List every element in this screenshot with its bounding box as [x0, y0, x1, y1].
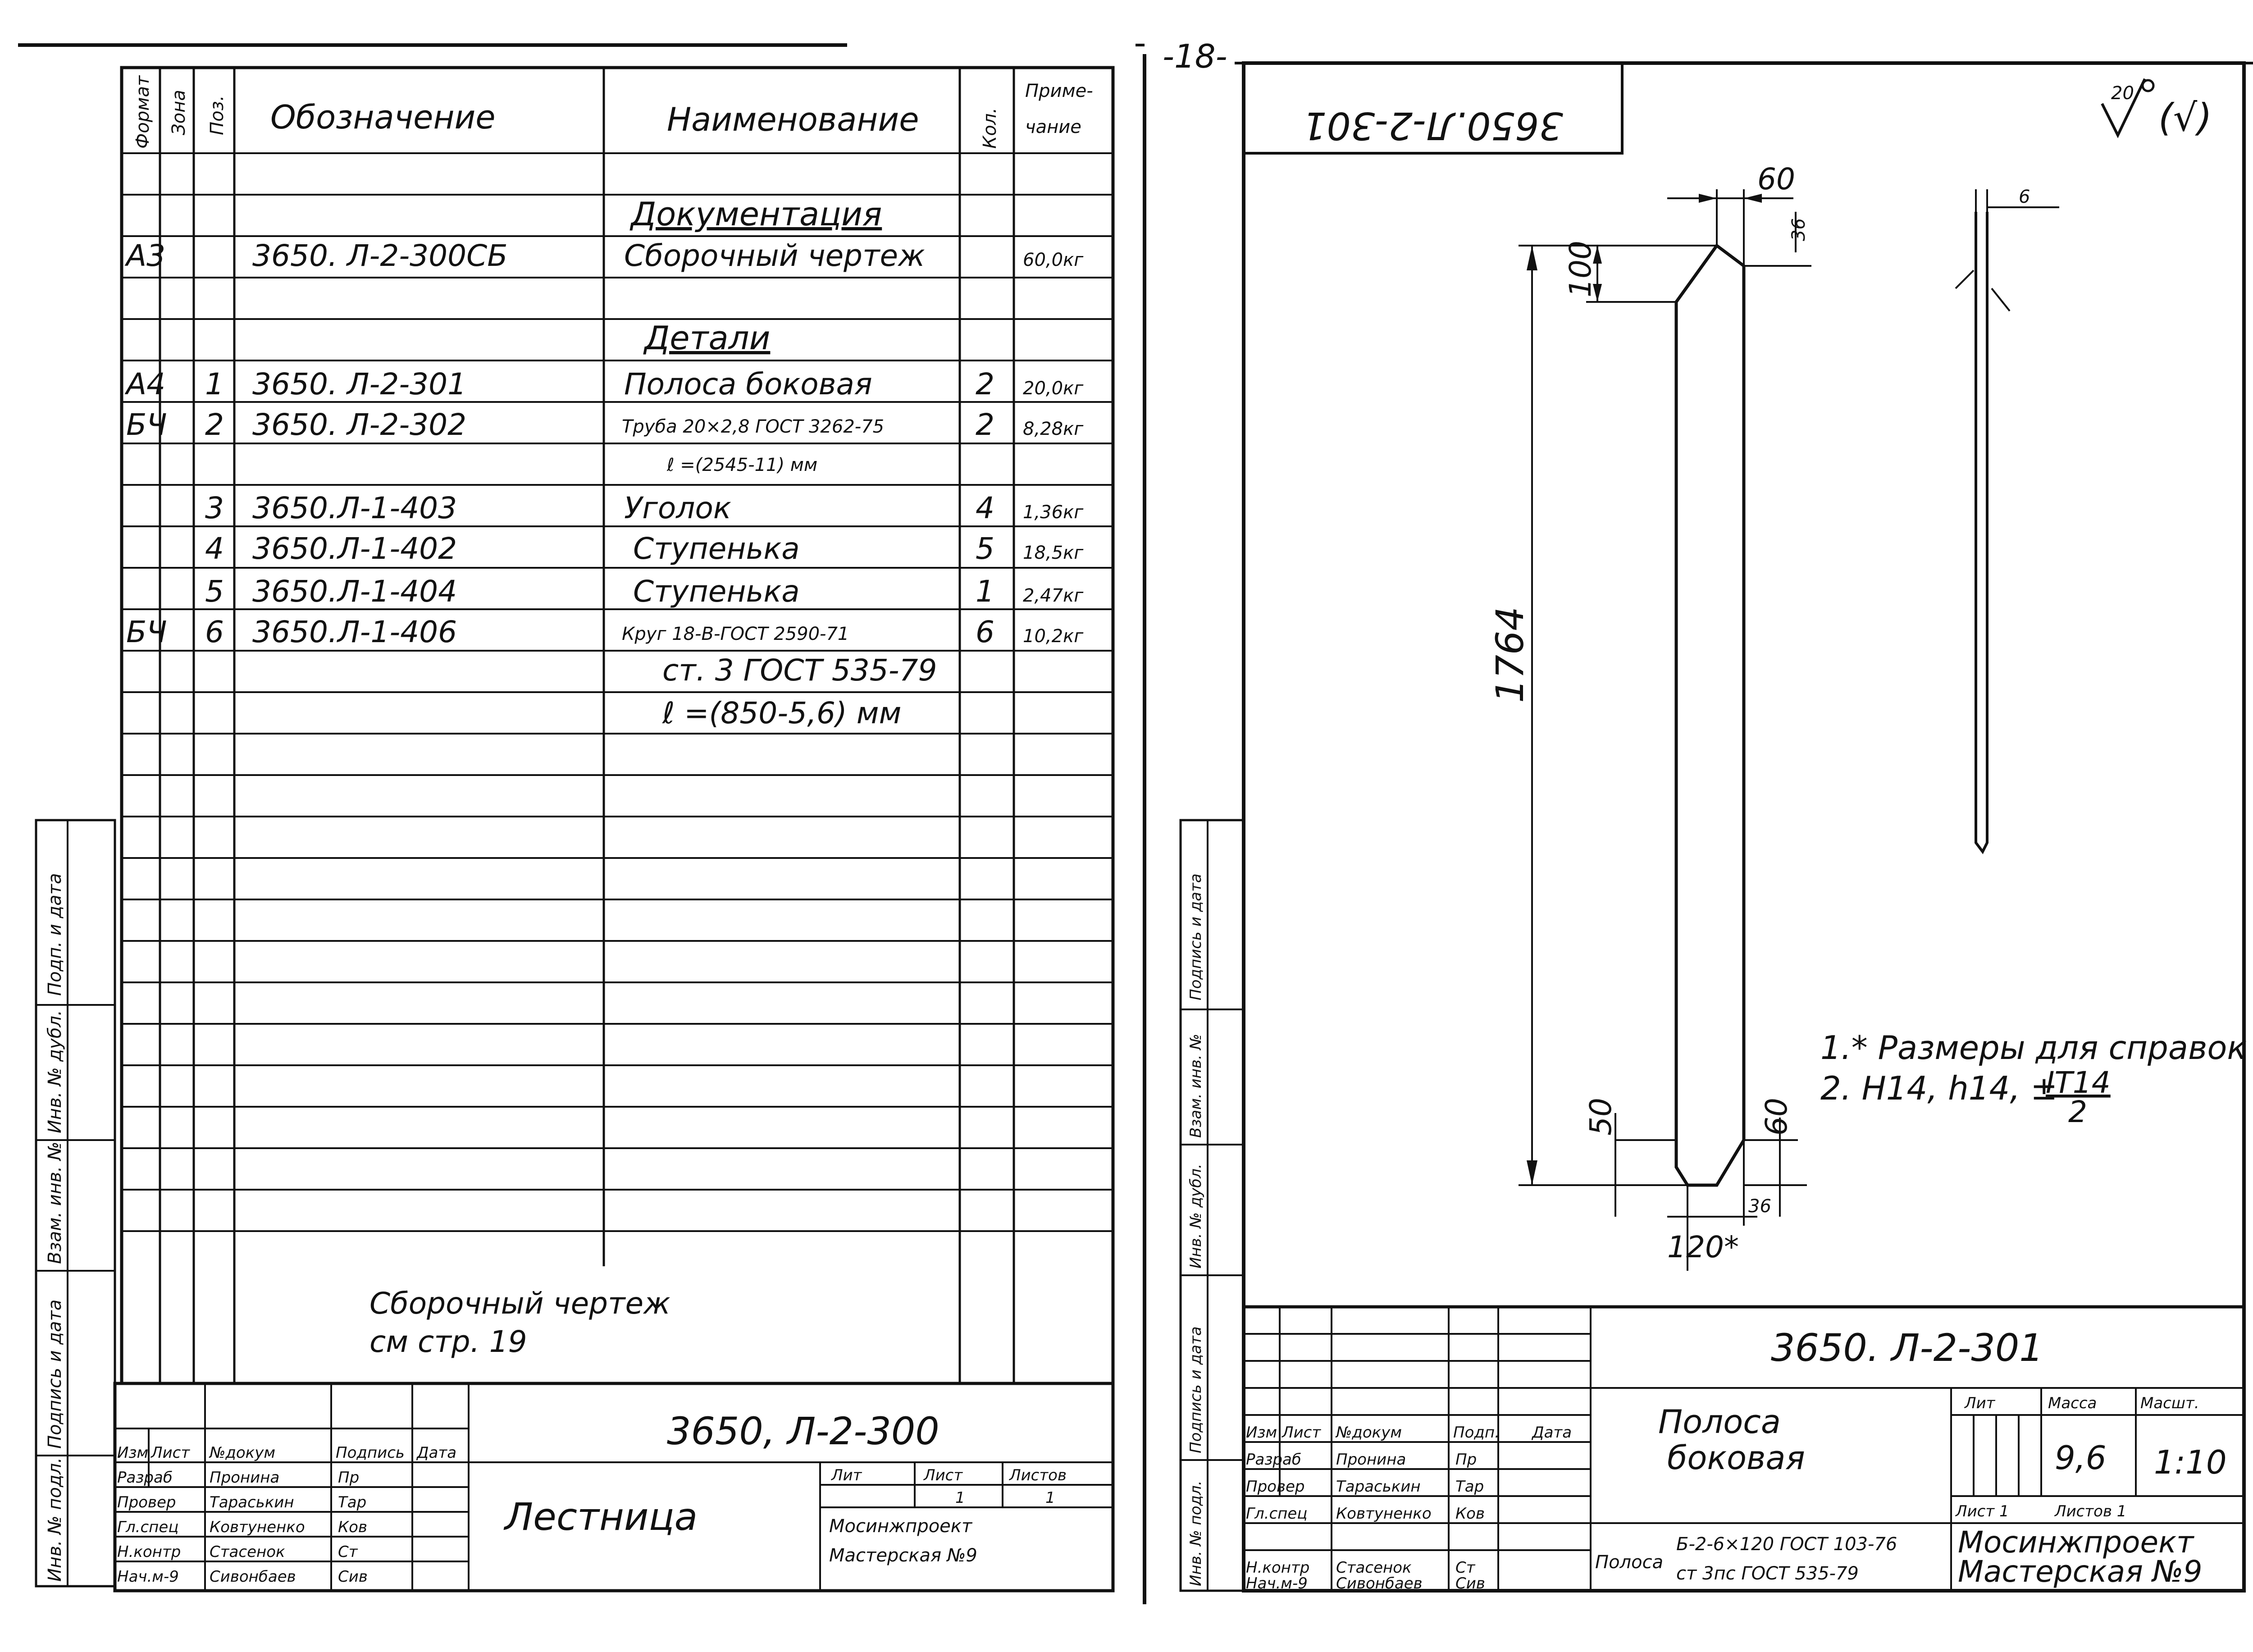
sheet-label: Лист	[924, 1466, 963, 1484]
role-name: Пронина	[1336, 1451, 1406, 1469]
title-block	[1244, 1307, 2244, 1593]
row-qty: 6	[976, 615, 994, 649]
dim-bottom-offset: 36	[1748, 1196, 1771, 1217]
header-note: Приме-	[1025, 81, 1093, 101]
row-name: Уголок	[624, 491, 731, 525]
role-sign: Ст	[1455, 1559, 1475, 1577]
col-label: Лист	[1282, 1424, 1321, 1442]
role-sign: Тар	[1455, 1478, 1484, 1496]
material-label: Полоса	[1595, 1552, 1664, 1573]
row-note: 18,5кг	[1023, 543, 1084, 563]
rotated-code: 3650.Л-2-301	[1302, 104, 1564, 148]
title-block-org: Мастерская №9	[1958, 1554, 2203, 1589]
role-name: Ковтуненко	[210, 1518, 305, 1536]
role: Нач.м-9	[1246, 1574, 1308, 1593]
title-block-code: 3650. Л-2-301	[1771, 1326, 2043, 1370]
side-label: Взам. инв. №	[45, 1141, 65, 1264]
row-name: Круг 18-В-ГОСТ 2590-71	[622, 624, 849, 644]
part-outline	[1676, 246, 1744, 1185]
role-name: Пронина	[210, 1469, 280, 1487]
row-note: 20,0кг	[1023, 378, 1084, 399]
header-qty: Кол.	[980, 107, 1000, 149]
header-note: чание	[1025, 117, 1081, 137]
dim-bottom-right: 60	[1759, 1098, 1794, 1136]
scale-value: 1:10	[2154, 1443, 2227, 1481]
role: Разраб	[117, 1469, 173, 1487]
part-name: Полоса	[1658, 1403, 1781, 1441]
title-block	[115, 1383, 1113, 1591]
side-label: Взам. инв. №	[1187, 1034, 1205, 1138]
row-designation: 3650. Л-2-301	[252, 367, 467, 402]
role-name: Стасенок	[1336, 1559, 1412, 1577]
col-label: Подпись	[336, 1444, 405, 1462]
dim-top-width: 60	[1757, 162, 1795, 196]
row-note: 60,0кг	[1023, 250, 1084, 270]
note-fraction-bottom: 2	[2068, 1095, 2087, 1129]
assembly-note: Сборочный чертеж	[369, 1286, 670, 1321]
row-designation: 3650.Л-1-402	[252, 531, 457, 566]
row-name: Ступенька	[633, 531, 800, 566]
title-block-org: Мосинжпроект	[829, 1516, 972, 1537]
sheet-label: Лист 1	[1956, 1502, 2009, 1520]
dim-total-length: 1764	[1488, 607, 1532, 703]
row-name: Ступенька	[633, 574, 800, 609]
right-sheet	[1163, 37, 2253, 1593]
row-qty: 2	[976, 407, 994, 442]
header-designation: Обозначение	[270, 98, 496, 136]
dim-top-offset: 36	[1788, 218, 1809, 241]
title-block-org: Мастерская №9	[829, 1545, 977, 1566]
col-label: №докум	[210, 1444, 275, 1462]
row-qty: 1	[976, 574, 994, 609]
role: Провер	[1246, 1478, 1305, 1496]
note-fraction-top: IT14	[2046, 1065, 2111, 1100]
role-name: Тараськин	[1336, 1478, 1421, 1496]
left-sheet	[18, 45, 1145, 1604]
row-pos: 1	[205, 367, 224, 402]
dim-thickness: 6	[2019, 187, 2030, 207]
side-label: Инв. № дубл.	[1187, 1164, 1205, 1269]
sheet-value: 1	[955, 1489, 965, 1507]
roughness-paren: (√)	[2158, 96, 2212, 140]
row-note: 10,2кг	[1023, 626, 1084, 647]
role: Гл.спец	[1246, 1505, 1308, 1523]
lit-label: Лит	[1965, 1394, 1995, 1412]
row-name: Сборочный чертеж	[624, 238, 925, 273]
role-name: Тараськин	[210, 1493, 294, 1511]
spec-row	[205, 491, 1084, 525]
page-number: -18-	[1163, 37, 1227, 75]
note-line: 1.* Размеры для справок	[1820, 1029, 2247, 1067]
col-label: Изм	[1246, 1424, 1277, 1442]
header-pos: Поз.	[207, 95, 228, 135]
side-label: Инв. № подл.	[1187, 1480, 1205, 1586]
assembly-note: см стр. 19	[369, 1324, 527, 1359]
role-name: Сивонбаев	[1336, 1574, 1423, 1593]
section-details: Детали	[644, 319, 771, 357]
col-label: №докум	[1336, 1424, 1402, 1442]
role-sign: Пр	[338, 1469, 360, 1487]
col-label: Подп.	[1453, 1424, 1500, 1442]
role: Нач.м-9	[117, 1568, 179, 1586]
dim-bottom-chamfer: 50	[1583, 1098, 1618, 1136]
role-sign: Пр	[1455, 1451, 1477, 1469]
row-designation: 3650.Л-1-404	[252, 574, 457, 609]
row-format: БЧ	[126, 407, 167, 442]
header-format: Формат	[132, 75, 153, 149]
dimension-arrows	[1527, 194, 1762, 1185]
dim-bottom-width: 120*	[1667, 1230, 1739, 1264]
title-block-org: Мосинжпроект	[1958, 1525, 2194, 1560]
row-format: БЧ	[126, 615, 167, 649]
row-name-extra: ℓ =(2545-11) мм	[667, 455, 818, 475]
row-pos: 3	[205, 491, 224, 525]
mass-label: Масса	[2048, 1394, 2097, 1412]
side-view	[1956, 187, 2059, 852]
role: Н.контр	[117, 1543, 181, 1561]
sheet-value: 1	[1045, 1489, 1055, 1507]
side-label: Инв. № дубл.	[45, 1010, 65, 1133]
role-name: Стасенок	[210, 1543, 285, 1561]
role-name: Сивонбаев	[210, 1568, 296, 1586]
side-label: Подп. и дата	[45, 873, 65, 996]
row-note: 1,36кг	[1023, 502, 1084, 523]
row-designation: 3650. Л-2-302	[252, 407, 467, 442]
header-name: Наименование	[667, 100, 919, 138]
row-format: А4	[126, 367, 166, 402]
dim-top-chamfer: 100	[1563, 241, 1598, 297]
spec-row	[205, 574, 1084, 609]
role: Разраб	[1246, 1451, 1301, 1469]
role-sign: Ков	[1455, 1505, 1485, 1523]
header-zone: Зона	[169, 90, 189, 135]
title-block-name: Лестница	[505, 1495, 698, 1539]
row-note: 8,28кг	[1023, 419, 1084, 439]
side-label: Инв. № подл.	[45, 1457, 65, 1582]
mass-value: 9,6	[2055, 1439, 2107, 1477]
spec-row	[126, 407, 1084, 475]
row-note: 2,47кг	[1023, 585, 1084, 606]
row-qty: 4	[976, 491, 994, 525]
role: Н.контр	[1246, 1559, 1310, 1577]
section-documentation: Документация	[631, 195, 882, 233]
row-name: Труба 20×2,8 ГОСТ 3262-75	[622, 416, 885, 437]
material-spec: Б-2-6×120 ГОСТ 103-76	[1676, 1534, 1897, 1555]
sheet-label: Лит	[831, 1466, 862, 1484]
row-designation: 3650.Л-1-406	[252, 615, 457, 649]
title-block-code: 3650, Л-2-300	[667, 1409, 940, 1453]
note-line: 2. H14, h14, ±	[1820, 1069, 2058, 1107]
row-qty: 2	[976, 367, 994, 402]
role-sign: Сив	[1455, 1574, 1485, 1593]
spec-row	[126, 615, 1084, 730]
role-name: Ковтуненко	[1336, 1505, 1432, 1523]
role-sign: Ков	[338, 1518, 367, 1536]
row-pos: 6	[205, 615, 224, 649]
sheets-label: Листов 1	[2055, 1502, 2127, 1520]
scale-label: Масшт.	[2140, 1394, 2199, 1412]
roughness-value: 20	[2111, 83, 2134, 104]
role-sign: Сив	[338, 1568, 368, 1586]
row-designation: 3650.Л-1-403	[252, 491, 457, 525]
col-label: Изм	[117, 1444, 149, 1462]
material-spec: ст 3пс ГОСТ 535-79	[1676, 1563, 1859, 1584]
row-name-extra: ст. 3 ГОСТ 535-79	[662, 653, 937, 688]
side-label: Подпись и дата	[1187, 1326, 1205, 1453]
row-designation: 3650. Л-2-300СБ	[252, 238, 508, 273]
row-pos: 5	[205, 574, 224, 609]
role: Провер	[117, 1493, 176, 1511]
row-qty: 5	[976, 531, 994, 566]
role-sign: Тар	[338, 1493, 367, 1511]
spec-row	[205, 531, 1084, 566]
row-name: Полоса боковая	[624, 367, 872, 402]
spec-table-rows	[122, 153, 1113, 1231]
row-pos: 4	[205, 531, 224, 566]
side-label: Подпись и дата	[45, 1299, 65, 1449]
role: Гл.спец	[117, 1518, 179, 1536]
sheet-label: Листов	[1009, 1466, 1067, 1484]
col-label: Дата	[417, 1444, 457, 1462]
row-format: А3	[126, 238, 166, 273]
role-sign: Ст	[338, 1543, 358, 1561]
row-pos: 2	[205, 407, 224, 442]
roughness-symbol	[2102, 79, 2212, 140]
col-label: Лист	[151, 1444, 190, 1462]
part-name: боковая	[1667, 1439, 1805, 1477]
col-label: Дата	[1532, 1424, 1572, 1442]
row-name-extra: ℓ =(850-5,6) мм	[662, 696, 902, 730]
side-label: Подпись и дата	[1187, 873, 1205, 1000]
